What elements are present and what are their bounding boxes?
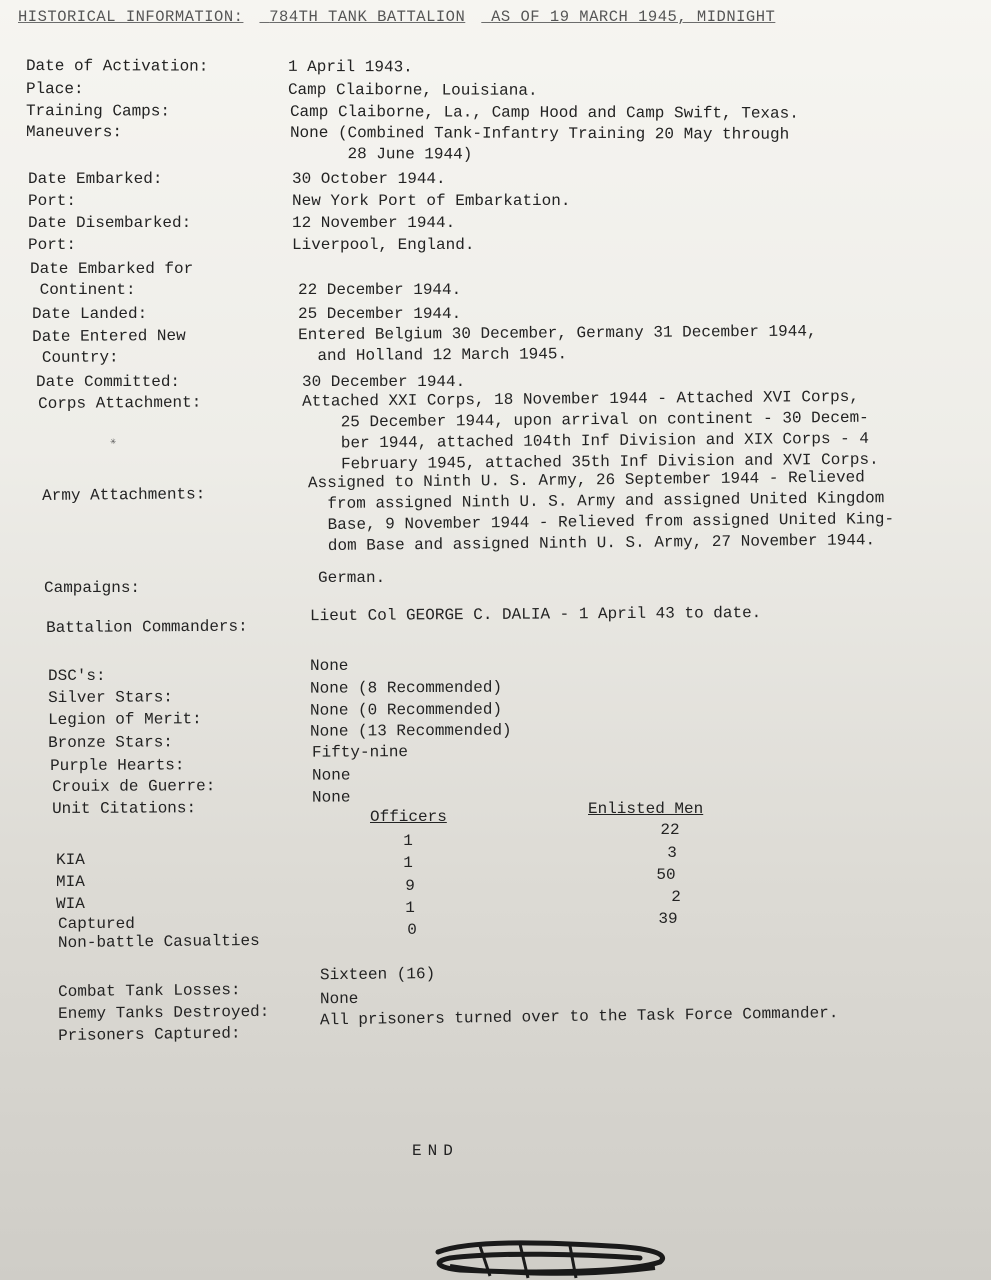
field-label: Date Disembarked: [28,214,192,232]
field-value: Camp Claiborne, La., Camp Hood and Camp Swift, Texas. [289,102,799,123]
award-label: DSC's: [48,667,106,685]
loss-value: None [319,989,359,1009]
col-header-officers: Officers [370,808,447,826]
header-unit: 784TH TANK BATTALION [269,8,466,26]
field-label: Date Embarked: [28,170,163,188]
header-date: AS OF 19 MARCH 1945, MIDNIGHT [491,8,776,26]
field-label: Date Entered New Country: [32,326,186,367]
loss-label: Combat Tank Losses: [58,981,241,1001]
field-label: Date of Activation: [25,56,209,76]
field-label: Date Committed: [36,373,181,391]
end-marker: END [412,1142,459,1160]
field-value: 1 April 1943. [287,57,413,77]
award-label: Bronze Stars: [48,733,173,752]
loss-value: All prisoners turned over to the Task Force Commander. [319,1004,839,1030]
col-header-enlisted: Enlisted Men [588,800,704,818]
award-label: Silver Stars: [48,688,173,707]
award-label: Purple Hearts: [50,756,185,775]
award-label: Legion of Merit: [48,710,202,729]
award-value: None [311,788,351,807]
enlisted-value: 22 [660,821,680,839]
field-label: Date Embarked for Continent: [30,260,194,299]
loss-label: Enemy Tanks Destroyed: [58,1002,270,1023]
loss-value: Sixteen (16) [319,965,436,985]
field-value: 12 November 1944. [292,214,456,232]
enlisted-value: 2 [671,888,681,906]
field-label: Maneuvers: [25,122,123,142]
field-value: 22 December 1944. [298,281,462,299]
stray-mark: ✳ [110,437,117,448]
casualty-label: Captured [58,915,135,933]
officers-value: 1 [403,854,413,872]
award-value: None (13 Recommended) [309,721,512,741]
document-header [18,8,918,26]
field-value: Entered Belgium 30 December, Germany 31 December 1944, and Holland 12 March 1945. [298,322,817,366]
loss-label: Prisoners Captured: [58,1024,241,1045]
award-label: Crouix de Guerre: [52,777,216,796]
casualty-label: WIA [56,895,85,913]
casualty-label: KIA [56,851,85,869]
field-value: Attached XXI Corps, 18 November 1944 - Attached XVI Corps, 25 December 1944, upon arrival on continent - 30 Decem- ber 1944, attached 104th Inf Division and XIX Corps - 4 February 1945, attached 35th Inf Division and XVI Corps. [301,387,879,474]
casualty-label: Non-battle Casualties [57,931,260,953]
enlisted-value: 3 [667,844,677,862]
field-label: Port: [28,236,77,254]
officers-value: 0 [407,921,417,939]
casualty-label: MIA [56,873,85,891]
field-value: Camp Claiborne, Louisiana. [287,80,538,100]
enlisted-value: 50 [656,866,676,884]
field-value: 30 December 1944. [302,373,466,391]
field-label: Training Camps: [25,101,171,121]
award-value: None (8 Recommended) [309,678,503,698]
officers-value: 9 [405,877,415,895]
field-value: None (Combined Tank-Infantry Training 20 May through 28 June 1944) [289,123,790,164]
award-value: None [310,657,349,675]
field-value: 25 December 1944. [298,305,462,323]
officers-value: 1 [405,899,415,917]
award-value: None (0 Recommended) [309,700,503,720]
officers-value: 1 [403,832,413,850]
field-label: Date Landed: [32,305,148,323]
field-label: Campaigns: [44,579,141,597]
field-label: Corps Attachment: [38,393,202,413]
field-label: Battalion Commanders: [46,617,248,637]
award-value: None [311,766,351,785]
field-label: Port: [28,192,77,210]
field-value: Assigned to Ninth U. S. Army, 26 September 1944 - Relieved from assigned Ninth U. S. Army and assigned United Kingdom Base, 9 November 1944 - Relieved from assigned United King- dom Base and assigned Ninth U. S. Army, 27 November 1944. [307,468,895,556]
award-label: Unit Citations: [52,799,197,818]
field-label: Army Attachments: [42,485,206,505]
signature-scribble [420,1232,680,1280]
enlisted-value: 39 [658,910,678,928]
field-label: Place: [25,79,84,99]
field-value: Liverpool, England. [292,236,475,254]
field-value: 30 October 1944. [292,170,446,188]
header-title: HISTORICAL INFORMATION: [18,8,244,26]
award-value: Fifty-nine [311,743,409,762]
field-value: New York Port of Embarkation. [292,192,571,210]
field-value: Lieut Col GEORGE C. DALIA - 1 April 43 to date. [309,604,762,626]
field-value: German. [318,569,386,587]
